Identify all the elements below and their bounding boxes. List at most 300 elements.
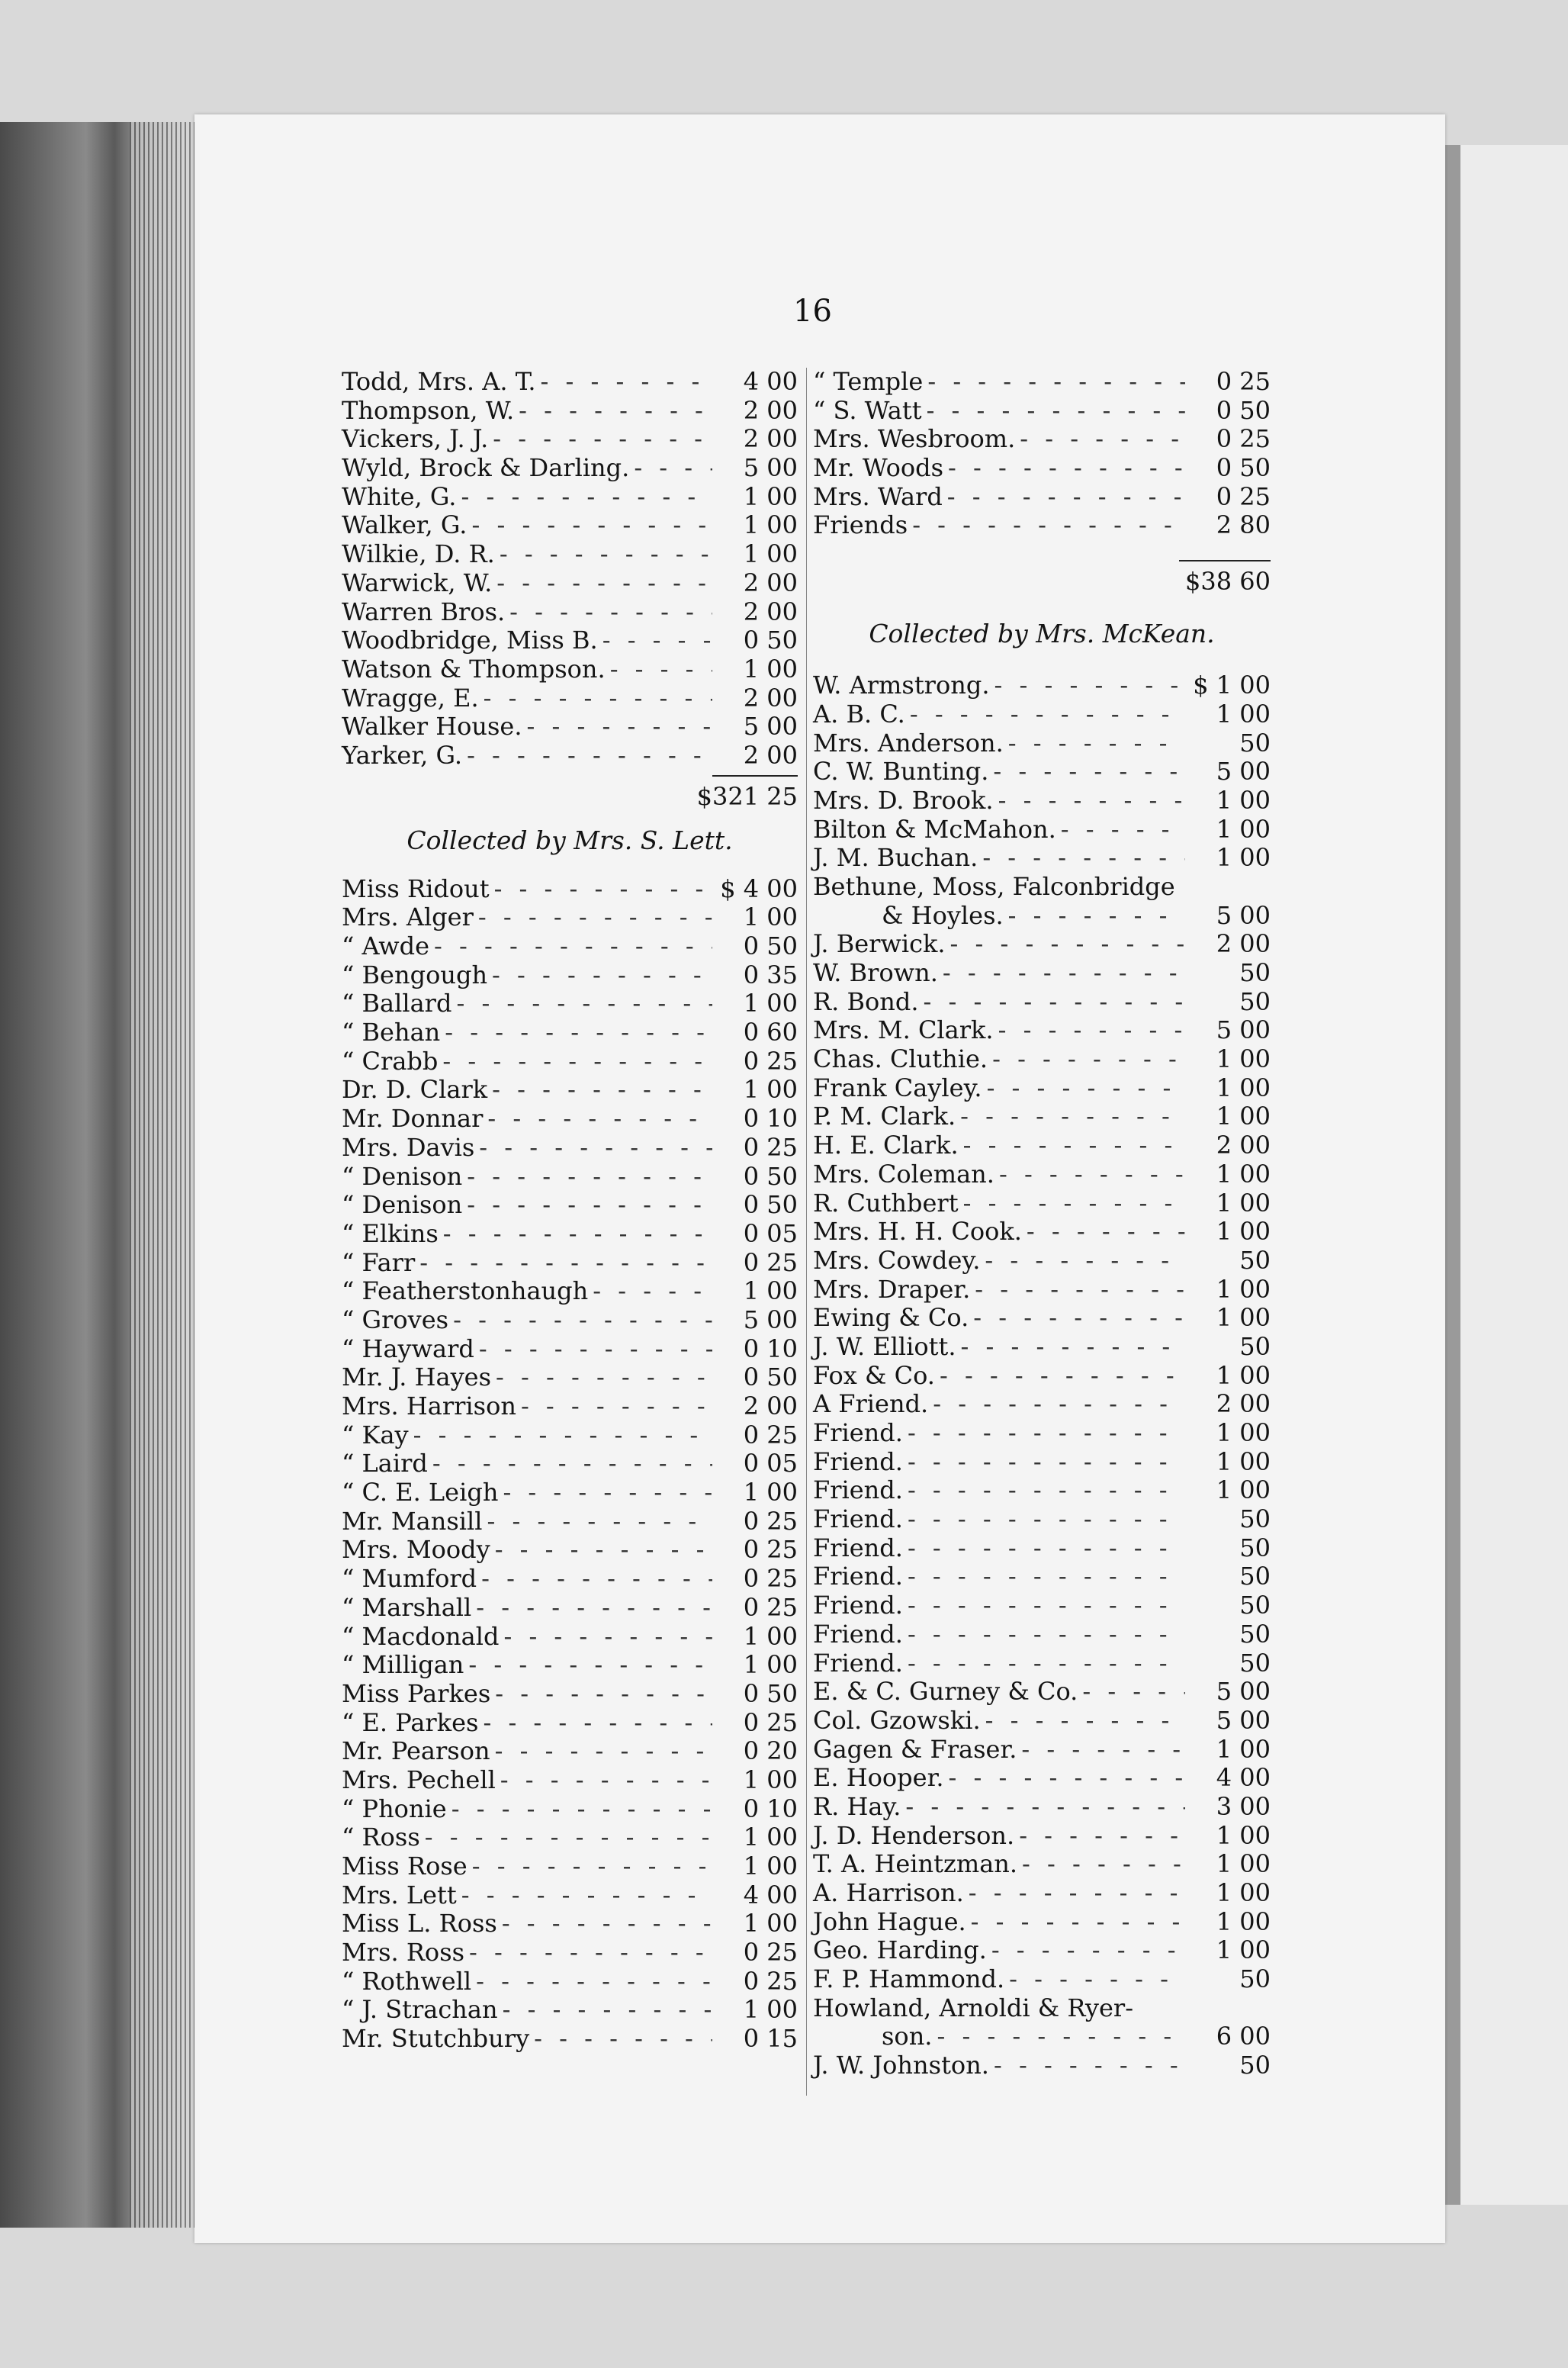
entry-name: “ S. Watt <box>813 395 922 425</box>
entry-name: “ Milligan <box>342 1650 464 1680</box>
list-item <box>813 758 1271 787</box>
entry-amount: 0 10 <box>743 1794 798 1823</box>
list-item <box>342 1651 798 1680</box>
entry-amount: 1 00 <box>743 902 798 932</box>
leader-dots <box>928 1390 1185 1419</box>
lett-heading: Collected by Mrs. S. Lett. <box>406 825 733 855</box>
list-item <box>813 1276 1271 1305</box>
list-item <box>342 1018 798 1047</box>
left-total-rule-row <box>342 771 798 781</box>
list-item <box>813 483 1271 512</box>
entry-name: Mrs. Moody <box>342 1535 490 1565</box>
leader-dots <box>1004 729 1185 758</box>
list-item <box>342 1737 798 1766</box>
leader-dots <box>488 425 712 454</box>
list-item <box>813 2051 1271 2080</box>
entry-name: Walker, G. <box>342 510 468 540</box>
entry-amount: 1 00 <box>743 1650 798 1680</box>
entry-name: Bilton & McMahon. <box>813 814 1056 844</box>
entry-amount: 1 00 <box>1216 1475 1271 1505</box>
right-total-rule-row <box>813 555 1271 566</box>
entry-amount: 0 50 <box>743 1363 798 1392</box>
entry-name: John Hague. <box>813 1906 966 1936</box>
list-item <box>813 1333 1271 1362</box>
list-item <box>813 425 1271 454</box>
column-divider <box>806 368 807 2096</box>
leader-dots <box>994 787 1185 816</box>
leader-dots <box>905 700 1185 729</box>
list-item <box>342 1220 798 1249</box>
list-item <box>342 1249 798 1278</box>
entry-name: A. B. C. <box>813 699 905 729</box>
entry-amount: 1 00 <box>1216 1906 1271 1936</box>
entry-name: Mr. Donnar <box>342 1104 484 1134</box>
entry-name: “ E. Parkes <box>342 1707 479 1737</box>
entry-amount: 2 00 <box>743 597 798 626</box>
entry-amount: 50 <box>1239 1648 1271 1678</box>
entry-name: E. Hooper. <box>813 1763 944 1793</box>
entry-name: C. W. Bunting. <box>813 757 989 787</box>
entry-amount: 50 <box>1239 1331 1271 1361</box>
entry-amount: 50 <box>1239 1964 1271 1994</box>
leader-dots <box>471 1594 712 1623</box>
entry-name: P. M. Clark. <box>813 1102 956 1131</box>
leader-dots <box>1015 425 1185 454</box>
entry-amount: 2 80 <box>1216 510 1271 540</box>
entry-name: “ Behan <box>342 1018 441 1047</box>
list-item <box>813 1476 1271 1505</box>
entry-name: “ Crabb <box>342 1046 439 1076</box>
entry-name: F. P. Hammond. <box>813 1964 1005 1994</box>
entry-amount: 5 00 <box>743 712 798 742</box>
entry-amount: 1 00 <box>743 1621 798 1651</box>
list-item <box>342 1191 798 1220</box>
list-item <box>813 1189 1271 1218</box>
entry-name: A Friend. <box>813 1389 929 1419</box>
leader-dots <box>988 1045 1185 1074</box>
entry-amount: 4 00 <box>743 367 798 396</box>
leader-dots <box>415 1249 712 1278</box>
entry-name: “ Bengough <box>342 960 488 989</box>
list-item <box>813 1247 1271 1276</box>
entry-name: Dr. D. Clark <box>342 1075 488 1105</box>
entry-name: “ Macdonald <box>342 1621 500 1651</box>
entry-name: Mrs. H. H. Cook. <box>813 1217 1022 1247</box>
entry-amount: 1 00 <box>1216 1418 1271 1447</box>
leader-dots <box>908 511 1185 540</box>
total-rule <box>712 775 798 777</box>
leader-dots <box>490 1536 712 1565</box>
list-item <box>342 1967 798 1996</box>
entry-amount: 0 05 <box>743 1218 798 1248</box>
entry-amount: 1 00 <box>1216 785 1271 815</box>
page-edges <box>130 122 198 2228</box>
mckean-heading: Collected by Mrs. McKean. <box>869 619 1215 649</box>
list-item <box>813 1074 1271 1103</box>
leader-dots <box>903 1534 1185 1563</box>
left-total-row <box>342 781 798 812</box>
leader-dots <box>923 368 1185 397</box>
left-total: $321 25 <box>696 781 798 811</box>
list-item <box>813 1707 1271 1736</box>
mckean-list-b <box>813 930 1271 1993</box>
entry-amount: 2 00 <box>1216 1389 1271 1419</box>
right-total-row <box>813 566 1271 597</box>
entry-amount: 2 00 <box>743 424 798 454</box>
list-item <box>342 1335 798 1364</box>
entry-name: Mrs. M. Clark. <box>813 1015 994 1045</box>
entry-name: Mr. Pearson <box>342 1736 490 1766</box>
list-item <box>342 1795 798 1824</box>
entry-name: Friend. <box>813 1504 903 1534</box>
entry-amount: 1 00 <box>743 1995 798 2025</box>
leader-dots <box>1017 1736 1185 1765</box>
list-item <box>813 729 1271 758</box>
leader-dots <box>598 626 712 655</box>
entry-name: R. Hay. <box>813 1791 901 1821</box>
entry-name: son. <box>882 2022 933 2051</box>
list-item <box>813 1448 1271 1477</box>
leader-dots <box>474 1134 712 1163</box>
entry-amount: 0 25 <box>743 1247 798 1277</box>
list-item <box>342 989 798 1018</box>
entry-amount: 1 00 <box>1216 1878 1271 1907</box>
list-item <box>813 1562 1271 1591</box>
entry-name: Ewing & Co. <box>813 1303 969 1333</box>
leader-dots <box>467 511 712 540</box>
entry-name: Thompson, W. <box>342 395 515 425</box>
leader-dots <box>903 1591 1185 1620</box>
leader-dots <box>629 454 712 483</box>
entry-amount: 0 50 <box>743 1190 798 1220</box>
list-item <box>342 1277 798 1306</box>
list-item <box>813 1362 1271 1391</box>
entry-amount: 1 00 <box>1216 843 1271 873</box>
spacer <box>813 540 1271 555</box>
entry-amount: 5 00 <box>743 1305 798 1334</box>
leader-dots <box>498 1996 712 2025</box>
entry-name: “ Hayward <box>342 1334 474 1363</box>
entry-name: Mrs. Coleman. <box>813 1159 994 1189</box>
list-item <box>342 368 798 397</box>
entry-amount: 1 00 <box>1216 1303 1271 1333</box>
entry-name: “ Marshall <box>342 1592 472 1622</box>
leader-dots <box>439 1220 712 1249</box>
entry-amount: 1 00 <box>1216 1446 1271 1476</box>
list-item <box>342 932 798 961</box>
list-item <box>813 1102 1271 1131</box>
entry-amount: 50 <box>1239 1245 1271 1275</box>
list-item <box>342 1910 798 1938</box>
list-item <box>813 1649 1271 1678</box>
list-item <box>813 1793 1271 1822</box>
entry-amount: 1 00 <box>743 539 798 569</box>
entry-amount: 4 00 <box>743 1880 798 1910</box>
leader-dots <box>990 671 1186 700</box>
entry-name: Friend. <box>813 1648 903 1678</box>
entry-name: Mrs. Ross <box>342 1938 465 1967</box>
entry-amount: 2 00 <box>743 683 798 713</box>
leader-dots <box>477 1565 712 1594</box>
list-item <box>813 1045 1271 1074</box>
entry-name: “ Ballard <box>342 989 452 1018</box>
entry-name: “ J. Strachan <box>342 1995 498 2025</box>
list-item <box>342 626 798 655</box>
leader-dots <box>498 1478 712 1507</box>
entry-name: Fox & Co. <box>813 1360 935 1390</box>
entry-name: Miss Rose <box>342 1852 468 1881</box>
leader-dots <box>495 540 712 569</box>
entry-amount: 2 00 <box>743 740 798 770</box>
entry-name: Miss Parkes <box>342 1678 491 1708</box>
entry-amount: 50 <box>1239 728 1271 758</box>
entry-name: Mrs. Harrison <box>342 1392 516 1420</box>
entry-amount: 50 <box>1239 2051 1271 2080</box>
leader-dots <box>479 684 712 713</box>
leader-dots <box>482 1507 712 1536</box>
entry-amount: 1 00 <box>743 481 798 511</box>
list-item <box>813 816 1271 845</box>
leader-dots <box>529 2025 712 2054</box>
entry-amount: 1 00 <box>1216 1188 1271 1218</box>
entry-amount: 6 00 <box>1216 2022 1271 2051</box>
list-item <box>813 1304 1271 1333</box>
entry-name: “ Phonie <box>342 1794 447 1823</box>
list-item <box>342 569 798 598</box>
list-item <box>813 1419 1271 1448</box>
entry-name: Geo. Harding. <box>813 1935 987 1965</box>
total-rule <box>1179 560 1271 561</box>
entry-name: Friend. <box>813 1533 903 1562</box>
entry-amount: 1 00 <box>743 1823 798 1852</box>
entry-name: Miss L. Ross <box>342 1909 497 1938</box>
list-item <box>813 1620 1271 1649</box>
list-item <box>342 1363 798 1392</box>
list-item <box>813 1131 1271 1160</box>
leader-dots <box>462 1163 712 1192</box>
leader-dots <box>440 1018 712 1047</box>
leader-dots <box>944 1764 1185 1793</box>
entry-name: Mrs. Davis <box>342 1132 475 1162</box>
leader-dots <box>1017 1850 1185 1879</box>
list-item <box>342 1823 798 1852</box>
entry-amount: 50 <box>1239 958 1271 987</box>
entry-amount: 0 25 <box>743 1938 798 1967</box>
entry-amount: 5 00 <box>1216 757 1271 787</box>
list-item <box>342 1594 798 1623</box>
leader-dots <box>456 483 712 512</box>
entry-amount: 0 35 <box>743 960 798 989</box>
entry-name: R. Bond. <box>813 986 919 1016</box>
entry-amount: $ 4 00 <box>720 874 798 903</box>
list-item <box>813 368 1271 397</box>
entry-amount: 5 00 <box>743 453 798 483</box>
entry-amount: 0 50 <box>743 931 798 960</box>
list-item <box>342 1047 798 1076</box>
entry-name: “ Laird <box>342 1449 428 1478</box>
entry-amount: 1 00 <box>1216 1102 1271 1131</box>
list-item <box>813 1160 1271 1189</box>
leader-dots <box>487 961 712 990</box>
entry-amount: 2 00 <box>1216 1131 1271 1160</box>
leader-dots <box>978 844 1185 873</box>
leader-dots <box>457 1881 712 1910</box>
entry-amount: 0 50 <box>1216 453 1271 483</box>
leader-dots <box>959 1189 1185 1218</box>
leader-dots <box>497 1910 712 1938</box>
entry-name: Watson & Thompson. <box>342 654 606 684</box>
leader-dots <box>420 1823 712 1852</box>
leader-dots <box>959 1131 1185 1160</box>
list-item <box>342 713 798 742</box>
leader-dots <box>922 397 1185 426</box>
list-item <box>342 2025 798 2054</box>
entry-amount: 50 <box>1239 1562 1271 1591</box>
leader-dots <box>478 1709 712 1738</box>
entry-name: Mr. Mansill <box>342 1506 483 1536</box>
list-item <box>813 671 1271 700</box>
entry-amount: 0 25 <box>743 1535 798 1565</box>
leader-dots <box>956 1333 1185 1362</box>
entry-name: Chas. Cluthie. <box>813 1044 988 1074</box>
entry-amount: 5 00 <box>1216 900 1271 930</box>
entry-name: Col. Gzowski. <box>813 1705 981 1735</box>
left-column <box>342 368 798 2054</box>
leader-dots <box>966 1908 1185 1937</box>
leader-dots <box>903 1505 1185 1534</box>
leader-dots <box>1004 902 1185 931</box>
leader-dots <box>964 1879 1185 1908</box>
entry-name: Woodbridge, Miss B. <box>342 626 598 655</box>
entry-amount: 1 00 <box>743 1909 798 1938</box>
entry-amount: 1 00 <box>743 989 798 1018</box>
list-item <box>342 1852 798 1881</box>
entry-name: E. & C. Gurney & Co. <box>813 1677 1078 1707</box>
entry-amount: 1 00 <box>1216 1044 1271 1074</box>
entry-name: Mrs. Lett <box>342 1880 457 1910</box>
list-item <box>342 1163 798 1192</box>
entry-amount: 0 25 <box>1216 424 1271 454</box>
entry-name: White, G. <box>342 481 457 511</box>
entry-name: Mrs. Anderson. <box>813 728 1004 758</box>
leader-dots <box>994 1160 1185 1189</box>
list-item <box>342 1623 798 1652</box>
entry-name: Friends <box>813 510 908 540</box>
leader-dots <box>980 1247 1185 1276</box>
entry-amount: 0 25 <box>743 1966 798 1996</box>
entry-amount: 3 00 <box>1216 1791 1271 1821</box>
list-item <box>813 988 1271 1017</box>
list-item <box>342 961 798 990</box>
right-subscriber-list <box>813 368 1271 540</box>
leader-dots <box>969 1304 1185 1333</box>
list-item <box>342 1938 798 1967</box>
entry-amount: 50 <box>1239 1591 1271 1620</box>
left-subscriber-list <box>342 368 798 771</box>
list-item <box>813 1736 1271 1765</box>
list-item <box>813 1850 1271 1879</box>
list-item <box>813 1764 1271 1793</box>
leader-dots <box>935 1362 1185 1391</box>
entry-amount: 1 00 <box>743 1852 798 1881</box>
leader-dots <box>491 1363 712 1392</box>
entry-amount: 2 00 <box>743 568 798 597</box>
list-item <box>342 511 798 540</box>
leader-dots <box>989 2051 1185 2080</box>
leader-dots <box>492 569 712 598</box>
entry-amount: 0 05 <box>743 1449 798 1478</box>
entry-name: Wyld, Brock & Darling. <box>342 453 630 483</box>
leader-dots <box>903 1562 1185 1591</box>
list-item <box>342 1449 798 1478</box>
entry-amount: 0 25 <box>743 1506 798 1536</box>
entry-name: Mrs. Pechell <box>342 1765 496 1794</box>
list-item <box>813 873 1271 902</box>
list-item <box>342 1134 798 1163</box>
list-item <box>813 959 1271 988</box>
list-item <box>813 1678 1271 1707</box>
mckean-list-a <box>813 671 1271 873</box>
entry-name: Frank Cayley. <box>813 1073 982 1102</box>
entry-name: Todd, Mrs. A. T. <box>342 367 536 396</box>
list-item <box>813 1390 1271 1419</box>
list-item <box>342 1478 798 1507</box>
list-item <box>813 902 1271 931</box>
list-item <box>342 425 798 454</box>
list-item <box>813 1591 1271 1620</box>
entry-name: “ Featherstonhaugh <box>342 1276 589 1306</box>
entry-amount: 0 25 <box>743 1564 798 1594</box>
page-number: 16 <box>793 294 832 329</box>
leader-dots <box>956 1102 1185 1131</box>
entry-name: J. W. Elliott. <box>813 1331 956 1361</box>
leader-dots <box>483 1105 712 1134</box>
entry-amount: $ 1 00 <box>1193 671 1271 700</box>
entry-amount: 2 00 <box>743 1392 798 1420</box>
leader-dots <box>1022 1218 1185 1247</box>
leader-dots <box>903 1620 1185 1649</box>
entry-name: “ Temple <box>813 367 924 396</box>
entry-name: Warren Bros. <box>342 597 506 626</box>
list-item <box>342 1996 798 2025</box>
entry-name: A. Harrison. <box>813 1878 964 1907</box>
leader-dots <box>932 2022 1185 2051</box>
entry-amount: 1 00 <box>1216 1734 1271 1764</box>
list-item <box>342 540 798 569</box>
list-item <box>342 1507 798 1536</box>
leader-dots <box>409 1421 712 1450</box>
list-item <box>813 1936 1271 1965</box>
leader-dots <box>490 875 712 904</box>
entry-name: Mr. J. Hayes <box>342 1363 491 1392</box>
entry-amount: 1 00 <box>1216 1849 1271 1879</box>
entry-amount: 2 00 <box>743 395 798 425</box>
leader-dots <box>505 598 712 627</box>
leader-dots <box>464 1651 712 1680</box>
entry-name: Bethune, Moss, Falconbridge <box>813 871 1175 901</box>
leader-dots <box>522 713 712 742</box>
leader-dots <box>994 1016 1185 1045</box>
entry-name: Mrs. Draper. <box>813 1274 971 1304</box>
entry-name: “ Elkins <box>342 1218 439 1248</box>
entry-name: Miss Ridout <box>342 874 490 903</box>
entry-name: Mrs. Ward <box>813 481 943 511</box>
entry-amount: 0 25 <box>743 1420 798 1449</box>
leader-dots <box>474 1335 712 1364</box>
leader-dots <box>536 368 712 397</box>
list-item <box>342 1536 798 1565</box>
entry-name: Vickers, J. J. <box>342 424 489 454</box>
